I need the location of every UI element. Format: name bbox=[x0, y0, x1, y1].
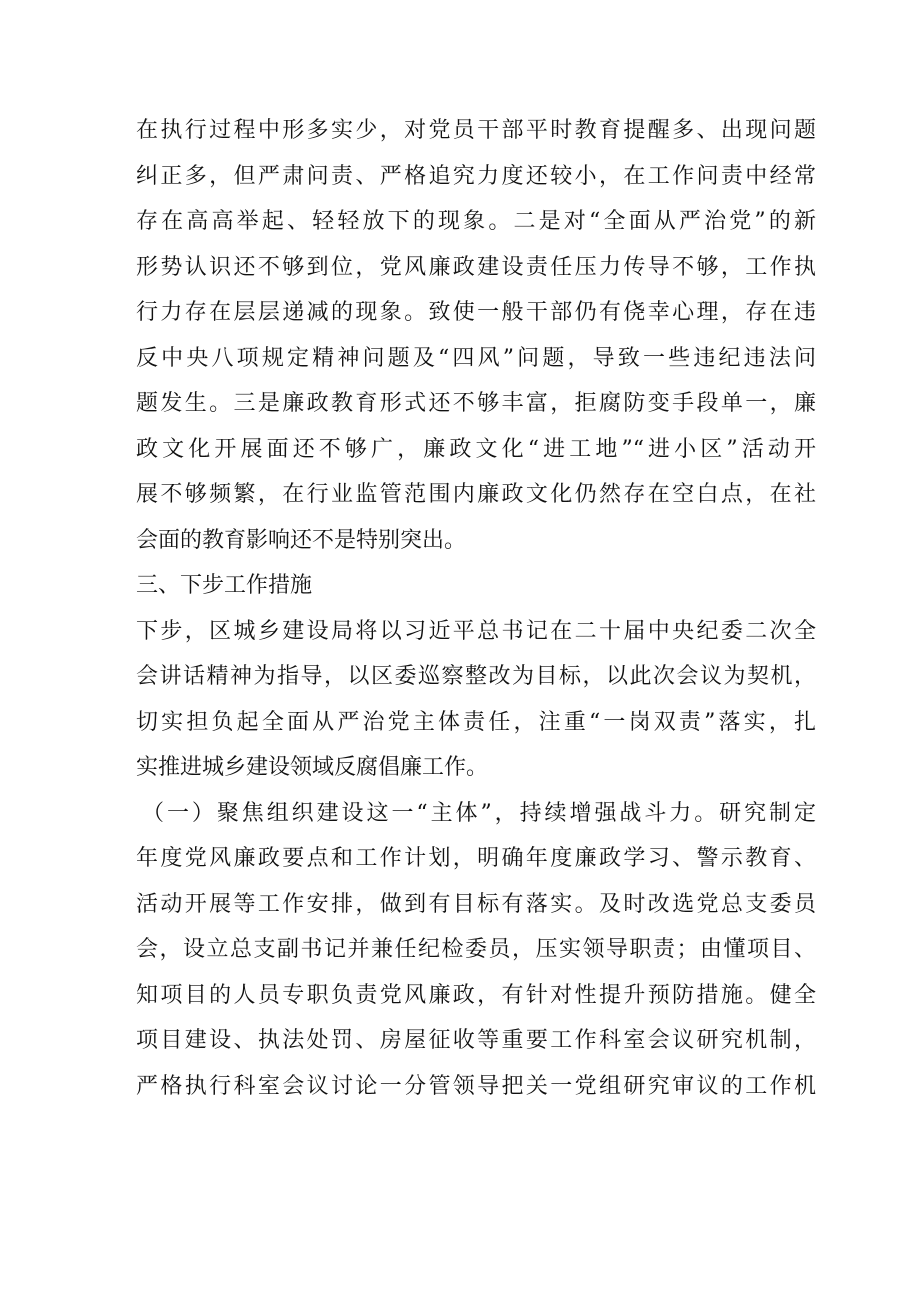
text-line: 项目建设、执法处罚、房屋征收等重要工作科室会议研究机制， bbox=[136, 1028, 816, 1053]
text-line: 会面的教育影响还不是特别突出。 bbox=[136, 527, 467, 553]
text-line: 行力存在层层递减的现象。致使一般干部仍有侥幸心理，存在违 bbox=[136, 300, 816, 325]
subsection-line: （一）聚焦组织建设这一“主体”，持续增强战斗力。研究制定 bbox=[142, 800, 816, 826]
text-line: 展不够频繁，在行业监管范围内廉政文化仍然存在空白点，在社 bbox=[136, 482, 816, 507]
document-body bbox=[136, 108, 816, 1109]
text-line: 题发生。三是廉政教育形式还不够丰富，拒腐防变手段单一，廉 bbox=[136, 391, 816, 416]
text-line: 会，设立总支副书记并兼任纪检委员，压实领导职责；由懂项目、 bbox=[136, 937, 816, 962]
text-line: 切实担负起全面从严治党主体责任，注重“一岗双责”落实，扎 bbox=[136, 709, 816, 735]
text-line: 在执行过程中形多实少，对党员干部平时教育提醒多、出现问题 bbox=[136, 118, 816, 143]
text-line: 纠正多，但严肃问责、严格追究力度还较小，在工作问责中经常 bbox=[136, 163, 816, 189]
text-line: 年度党风廉政要点和工作计划，明确年度廉政学习、警示教育、 bbox=[136, 846, 816, 871]
section-heading: 三、下步工作措施 bbox=[136, 573, 313, 598]
text-line: 会讲话精神为指导，以区委巡察整改为目标，以此次会议为契机， bbox=[136, 664, 816, 689]
text-line: 实推进城乡建设领域反腐倡廉工作。 bbox=[136, 755, 489, 780]
text-line: 下步，区城乡建设局将以习近平总书记在二十届中央纪委二次全 bbox=[136, 618, 816, 644]
text-line: 严格执行科室会议讨论一分管领导把关一党组研究审议的工作机 bbox=[136, 1073, 816, 1099]
text-line: 活动开展等工作安排，做到有目标有落实。及时改选党总支委员 bbox=[136, 891, 816, 917]
text-line: 存在高高举起、轻轻放下的现象。二是对“全面从严治党”的新 bbox=[136, 209, 816, 234]
text-line: 知项目的人员专职负责党风廉政，有针对性提升预防措施。健全 bbox=[136, 982, 816, 1008]
text-line: 形势认识还不够到位，党风廉政建设责任压力传导不够，工作执 bbox=[136, 254, 816, 280]
text-line: 反中央八项规定精神问题及“四风”问题，导致一些违纪违法问 bbox=[136, 345, 816, 371]
text-line: 政文化开展面还不够广，廉政文化“进工地”“进小区”活动开 bbox=[136, 436, 816, 462]
